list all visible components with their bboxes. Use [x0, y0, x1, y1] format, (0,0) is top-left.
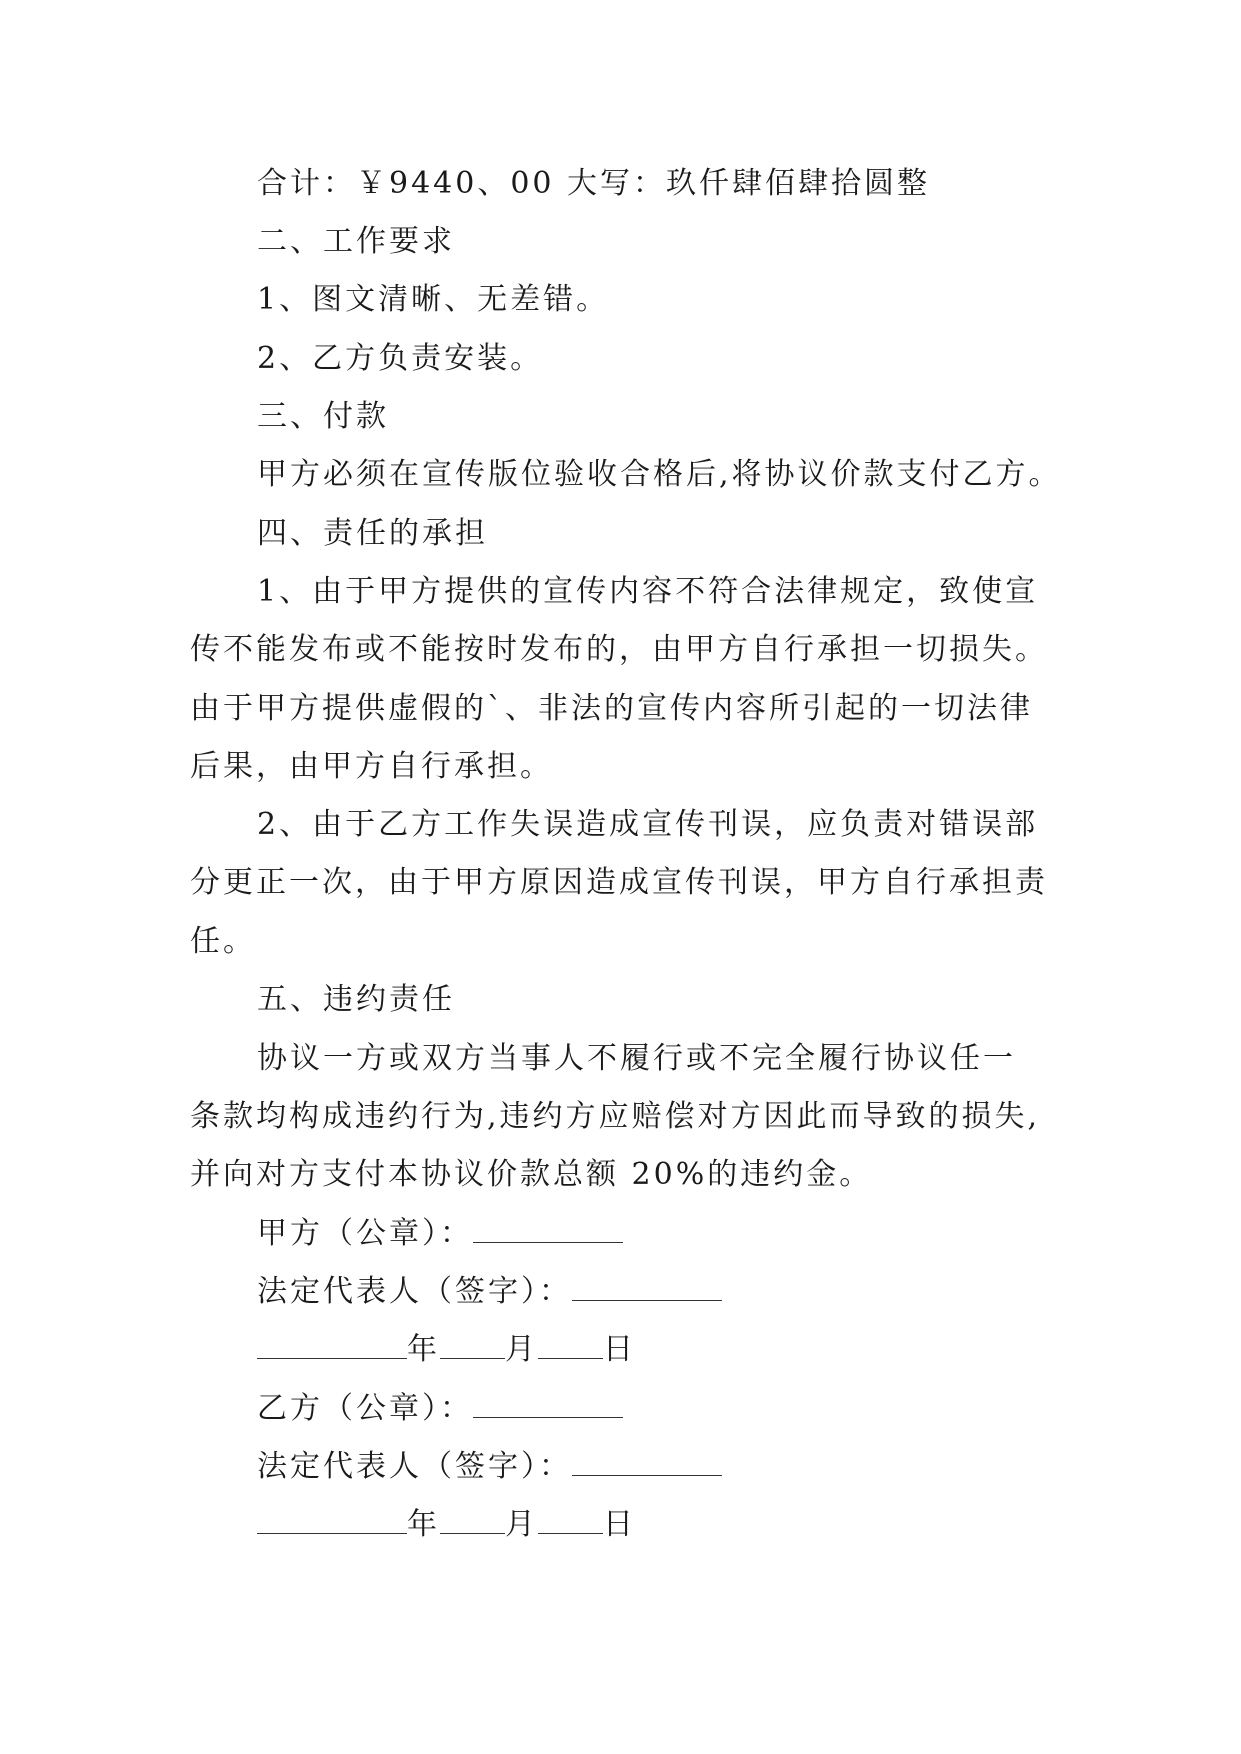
month-label: 月 — [505, 1332, 538, 1367]
party-b-year-blank[interactable] — [257, 1505, 407, 1534]
party-a-seal-line — [257, 1214, 623, 1254]
party-b-rep-label: 法定代表人（签字）： — [257, 1449, 572, 1484]
party-b-date-line — [257, 1505, 636, 1545]
section-5-line-2: 条款均构成违约行为,违约方应赔偿对方因此而导致的损失, — [190, 1099, 1041, 1134]
party-b-rep-line — [257, 1447, 722, 1487]
party-a-month-blank[interactable] — [440, 1330, 505, 1359]
section-2-item-1: 1、图文清晰、无差错。 — [257, 282, 610, 317]
party-a-rep-blank[interactable] — [572, 1272, 722, 1301]
party-b-seal-label: 乙方（公章）： — [257, 1391, 473, 1426]
party-b-seal-blank[interactable] — [473, 1389, 623, 1418]
section-4-para-1-line-1: 1、由于甲方提供的宣传内容不符合法律规定，致使宣 — [257, 574, 1039, 609]
section-4-title: 四、责任的承担 — [257, 516, 488, 551]
party-b-rep-blank[interactable] — [572, 1447, 722, 1476]
section-3-title: 三、付款 — [257, 399, 389, 434]
section-2-title: 二、工作要求 — [257, 224, 455, 259]
section-4-para-2-line-1: 2、由于乙方工作失误造成宣传刊误，应负责对错误部 — [257, 807, 1039, 842]
section-2-item-2: 2、乙方负责安装。 — [257, 341, 544, 376]
year-label: 年 — [407, 1332, 440, 1367]
section-3-body: 甲方必须在宣传版位验收合格后,将协议价款支付乙方。 — [257, 457, 1062, 492]
party-a-rep-line — [257, 1272, 722, 1312]
day-label: 日 — [603, 1507, 636, 1542]
section-4-para-1-line-4: 后果，由甲方自行承担。 — [190, 749, 553, 784]
section-5-title: 五、违约责任 — [257, 982, 455, 1017]
party-b-seal-line — [257, 1389, 623, 1429]
section-5-line-1: 协议一方或双方当事人不履行或不完全履行协议任一 — [257, 1041, 1016, 1076]
party-a-seal-label: 甲方（公章）： — [257, 1216, 473, 1251]
section-4-para-1-line-3: 由于甲方提供虚假的`、非法的宣传内容所引起的一切法律 — [190, 691, 1033, 726]
section-4-para-2-line-3: 任。 — [190, 924, 256, 959]
party-a-day-blank[interactable] — [538, 1330, 603, 1359]
party-a-seal-blank[interactable] — [473, 1214, 623, 1243]
party-a-date-line — [257, 1330, 636, 1370]
month-label: 月 — [505, 1507, 538, 1542]
section-5-line-3: 并向对方支付本协议价款总额 20%的违约金。 — [190, 1157, 873, 1192]
section-4-para-1-line-2: 传不能发布或不能按时发布的，由甲方自行承担一切损失。 — [190, 632, 1048, 667]
party-a-rep-label: 法定代表人（签字）： — [257, 1274, 572, 1309]
day-label: 日 — [603, 1332, 636, 1367]
section-4-para-2-line-2: 分更正一次，由于甲方原因造成宣传刊误，甲方自行承担责 — [190, 865, 1048, 900]
year-label: 年 — [407, 1507, 440, 1542]
party-a-year-blank[interactable] — [257, 1330, 407, 1359]
total-line: 合计：￥9440、00 大写：玖仟肆佰肆拾圆整 — [257, 166, 931, 201]
party-b-month-blank[interactable] — [440, 1505, 505, 1534]
party-b-day-blank[interactable] — [538, 1505, 603, 1534]
